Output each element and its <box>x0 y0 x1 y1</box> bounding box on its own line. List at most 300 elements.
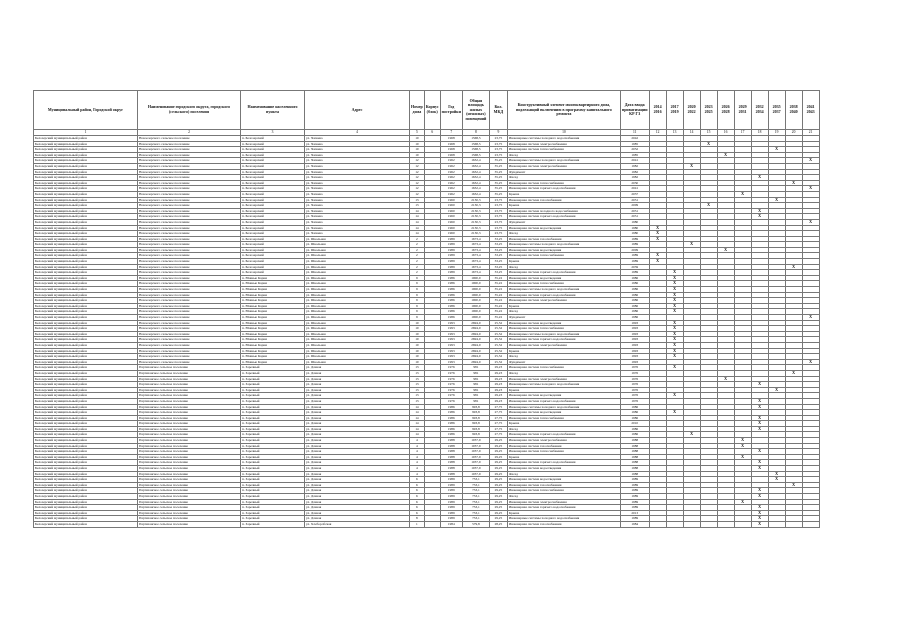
table-cell: 1632,4 <box>462 158 489 164</box>
table-cell: 2031 <box>620 197 649 203</box>
table-cell: 29,25 <box>489 449 507 455</box>
table-cell: п. Белозерский <box>241 186 305 192</box>
table-cell: Партизанское сельское поселение <box>138 471 241 477</box>
table-cell: п. Белозерский <box>241 136 305 142</box>
period-cell <box>700 521 717 527</box>
period-mark: X <box>802 219 819 225</box>
table-cell: 1900,0 <box>462 309 489 315</box>
table-cell: Крыша <box>507 421 620 427</box>
table-cell: Инженерная система электроснабжения <box>507 141 620 147</box>
table-cell: Новоозерского сельское поселение <box>138 264 241 270</box>
table-cell: Инженерные системы холодного водоснабжения <box>507 158 620 164</box>
table-cell: 1673,4 <box>462 247 489 253</box>
period-mark: X <box>768 477 785 483</box>
table-cell: 2694,0 <box>462 354 489 360</box>
table-cell: Инженерная система газоснабжения <box>507 443 620 449</box>
table-cell: Белозерский муниципальный район <box>34 197 138 203</box>
table-cell: 6 <box>410 499 425 505</box>
period-mark: X <box>649 231 666 237</box>
table-cell: 1980 <box>620 225 649 231</box>
table-cell: 1960 <box>440 203 462 209</box>
table-cell: ул. Школьная <box>305 337 410 343</box>
period-mark: X <box>649 236 666 242</box>
table-cell: 23,75 <box>489 197 507 203</box>
table-cell: 8 <box>410 516 425 522</box>
table-cell: Белозерский муниципальный район <box>34 505 138 511</box>
period-mark: X <box>751 449 768 455</box>
table-cell: ул. Дачная <box>305 398 410 404</box>
table-cell: 1976 <box>440 376 462 382</box>
table-cell: Новоозерского сельское поселение <box>138 309 241 315</box>
table-cell: Партизанское сельское поселение <box>138 443 241 449</box>
table-cell: 1986 <box>620 410 649 416</box>
table-cell: Белозерский муниципальный район <box>34 410 138 416</box>
table-cell: 1976 <box>620 393 649 399</box>
period-mark: X <box>666 270 683 276</box>
table-cell: Новоозерского сельское поселение <box>138 203 241 209</box>
table-cell: 1993 <box>620 348 649 354</box>
table-cell: п. Заречный <box>241 466 305 472</box>
table-cell: Инженерная система газоснабжения <box>507 521 620 527</box>
table-cell: 1986 <box>440 303 462 309</box>
table-cell: 1986 <box>440 292 462 298</box>
table-cell: 1976 <box>440 382 462 388</box>
table-cell: 1993 <box>440 326 462 332</box>
table-cell: 1984 <box>620 521 649 527</box>
table-cell: ул. Хлеборобская <box>305 521 410 527</box>
table-cell: Крыша <box>507 454 620 460</box>
table-cell: 35,22 <box>489 281 507 287</box>
table-cell: п. Заречный <box>241 499 305 505</box>
period-mark: X <box>768 147 785 153</box>
table-cell: Инженерная система горячего водоснабжения <box>507 337 620 343</box>
table-cell: 1980 <box>620 219 649 225</box>
column-header: 2020 2022 <box>683 91 700 130</box>
period-mark: X <box>734 438 751 444</box>
table-cell: 1962 <box>440 186 462 192</box>
table-cell: 1984 <box>440 521 462 527</box>
table-cell: Фасад <box>507 309 620 315</box>
table-cell: Инженерные системы холодного водоснабжения <box>507 404 620 410</box>
table-cell: 10 <box>410 141 425 147</box>
table-cell: 1673,4 <box>462 270 489 276</box>
table-cell: 1960 <box>440 231 462 237</box>
table-cell: 1989 <box>440 505 462 511</box>
table-cell: 1986 <box>620 281 649 287</box>
period-mark: X <box>785 370 802 376</box>
table-cell: 25,32 <box>489 342 507 348</box>
table-cell: Новоозерского сельское поселение <box>138 320 241 326</box>
table-cell: 35,25 <box>489 180 507 186</box>
table-cell: Новоозерского сельское поселение <box>138 337 241 343</box>
column-header: Номер дома <box>410 91 425 130</box>
table-cell: п. Белозерский <box>241 158 305 164</box>
table-cell: Инженерные системы холодного водоснабжения <box>507 516 620 522</box>
table-cell: 733,1 <box>462 494 489 500</box>
table-cell: 1900,0 <box>462 287 489 293</box>
table-cell: п. Заречный <box>241 521 305 527</box>
table-cell: Инженерная система водоотведения <box>507 275 620 281</box>
period-mark: X <box>802 158 819 164</box>
table-cell: п. Южные Корни <box>241 309 305 315</box>
table-cell: ул. Дачная <box>305 454 410 460</box>
table-cell: 29,25 <box>489 438 507 444</box>
period-mark: X <box>751 382 768 388</box>
column-number: 21 <box>802 130 819 136</box>
table-cell: ул. Школьная <box>305 298 410 304</box>
table-cell: Фасад <box>507 175 620 181</box>
period-mark: X <box>734 454 751 460</box>
table-cell: 12 <box>410 163 425 169</box>
table-cell: ул. Дачная <box>305 443 410 449</box>
table-cell: 29,25 <box>489 494 507 500</box>
table-cell: п. Южные Корни <box>241 359 305 365</box>
table-cell: 10 <box>410 152 425 158</box>
table-cell: ул. Дачная <box>305 482 410 488</box>
table-cell: 35,22 <box>489 287 507 293</box>
table-cell: 1980 <box>620 231 649 237</box>
table-cell: 1986 <box>620 309 649 315</box>
table-cell: 1673,4 <box>462 253 489 259</box>
table-cell: п. Заречный <box>241 516 305 522</box>
table-cell: Инженерная система горячего водоснабжения <box>507 214 620 220</box>
table-cell: 23,75 <box>489 136 507 142</box>
table-cell: ул. Дачная <box>305 404 410 410</box>
table-cell: 1962 <box>440 163 462 169</box>
table-cell: ул. Дачная <box>305 516 410 522</box>
column-header: Конструктивный элемент многоквартирного дома, подлежащий включению в программу капитального ремонта <box>507 91 620 130</box>
column-number: 14 <box>683 130 700 136</box>
table-cell: Белозерский муниципальный район <box>34 186 138 192</box>
table-cell: Фасад <box>507 152 620 158</box>
table-cell: Партизанское сельское поселение <box>138 376 241 382</box>
table-cell: Белозерский муниципальный район <box>34 342 138 348</box>
table-cell: 1986 <box>440 275 462 281</box>
table-cell: 12 <box>410 158 425 164</box>
table-cell: 1988 <box>620 438 649 444</box>
table-cell: ул. Школьная <box>305 270 410 276</box>
table-cell: 1986 <box>620 426 649 432</box>
table-cell: 1989 <box>440 477 462 483</box>
table-cell: Фасад <box>507 370 620 376</box>
table-cell: 13 <box>410 365 425 371</box>
table-cell: 1989 <box>620 516 649 522</box>
table-cell: 1632,4 <box>462 180 489 186</box>
table-cell: п. Заречный <box>241 505 305 511</box>
table-cell: 4 <box>410 449 425 455</box>
period-mark: X <box>666 303 683 309</box>
table-cell: Новоозерского сельское поселение <box>138 342 241 348</box>
table-cell: 1962 <box>440 180 462 186</box>
table-cell: 733,1 <box>462 488 489 494</box>
table-cell: Новоозерского сельское поселение <box>138 191 241 197</box>
table-cell: 9 <box>410 292 425 298</box>
table-cell: 1976 <box>620 365 649 371</box>
table-cell: п. Заречный <box>241 460 305 466</box>
table-cell: 2130,3 <box>462 203 489 209</box>
table-cell: Новоозерского сельское поселение <box>138 163 241 169</box>
column-number: 6 <box>424 130 440 136</box>
period-mark: X <box>666 309 683 315</box>
table-cell: 1976 <box>620 387 649 393</box>
table-cell: Новоозерского сельское поселение <box>138 259 241 265</box>
table-cell: Белозерский муниципальный район <box>34 370 138 376</box>
table-cell: 1988 <box>620 454 649 460</box>
table-cell: 1900,0 <box>462 303 489 309</box>
table-cell: Фундамент <box>507 169 620 175</box>
table-cell: Белозерский муниципальный район <box>34 259 138 265</box>
column-header: 2017 2019 <box>666 91 683 130</box>
table-cell: п. Заречный <box>241 398 305 404</box>
table-cell: 1988 <box>440 471 462 477</box>
table-cell: 2130,3 <box>462 225 489 231</box>
table-cell: Фасад <box>507 471 620 477</box>
table-cell: 25,32 <box>489 331 507 337</box>
table-cell: 2130,3 <box>462 197 489 203</box>
table-cell: ул. Дачная <box>305 499 410 505</box>
column-number: 16 <box>717 130 734 136</box>
period-mark: X <box>751 404 768 410</box>
table-cell: п. Белозерский <box>241 236 305 242</box>
table-cell: 1900,0 <box>462 315 489 321</box>
period-cell <box>649 521 666 527</box>
table-cell: 1632,4 <box>462 186 489 192</box>
table-cell: 1673,4 <box>462 264 489 270</box>
table-cell: 23,75 <box>489 219 507 225</box>
table-cell: 993,8 <box>462 421 489 427</box>
table-cell: 1982 <box>620 163 649 169</box>
table-cell: Новоозерского сельское поселение <box>138 247 241 253</box>
table-cell: 33,25 <box>489 236 507 242</box>
table-cell: п. Белозерский <box>241 242 305 248</box>
column-number: 3 <box>241 130 305 136</box>
period-mark: X <box>751 505 768 511</box>
table-cell: 2031 <box>620 208 649 214</box>
table-cell: 993,8 <box>462 404 489 410</box>
table-cell: 35,22 <box>489 315 507 321</box>
table-cell: Белозерский муниципальный район <box>34 270 138 276</box>
period-mark: X <box>785 482 802 488</box>
table-cell: Белозерский муниципальный район <box>34 136 138 142</box>
table-cell: Инженерная система электроснабжения <box>507 298 620 304</box>
table-cell: ул. Школьная <box>305 259 410 265</box>
period-mark: X <box>751 415 768 421</box>
table-cell: 1988 <box>620 471 649 477</box>
table-cell: п. Белозерский <box>241 163 305 169</box>
table-cell: Новоозерского сельское поселение <box>138 348 241 354</box>
table-cell: 29,25 <box>489 466 507 472</box>
table-cell: Партизанское сельское поселение <box>138 505 241 511</box>
table-cell: 25,32 <box>489 354 507 360</box>
table-cell: ул. Школьная <box>305 247 410 253</box>
period-mark: X <box>666 342 683 348</box>
table-cell: 993,8 <box>462 426 489 432</box>
table-cell: 10 <box>410 359 425 365</box>
table-cell: 1988 <box>440 466 462 472</box>
table-cell: 1976 <box>440 370 462 376</box>
table-cell: п. Белозерский <box>241 247 305 253</box>
table-cell: 29,25 <box>489 443 507 449</box>
table-cell: Белозерский муниципальный район <box>34 337 138 343</box>
table-cell: Белозерский муниципальный район <box>34 331 138 337</box>
column-header: Корпус (блок) <box>424 91 440 130</box>
table-cell: Белозерский муниципальный район <box>34 494 138 500</box>
table-cell: п. Южные Корни <box>241 281 305 287</box>
table-cell: 1986 <box>440 410 462 416</box>
table-cell: Партизанское сельское поселение <box>138 421 241 427</box>
period-mark: X <box>649 225 666 231</box>
table-cell: 9 <box>410 281 425 287</box>
table-cell: 1037,9 <box>462 460 489 466</box>
table-cell: 35,22 <box>489 275 507 281</box>
table-cell: Инженерная система водоотведения <box>507 225 620 231</box>
table-cell: 1986 <box>440 315 462 321</box>
table-cell: Фундамент <box>507 219 620 225</box>
period-mark: X <box>717 376 734 382</box>
table-cell: ул. Чапаева <box>305 219 410 225</box>
table-cell: 1037,9 <box>462 438 489 444</box>
table-cell: 733,1 <box>462 510 489 516</box>
table-cell: 12 <box>410 186 425 192</box>
table-cell: Новоозерского сельское поселение <box>138 281 241 287</box>
table-cell: Крыша <box>507 510 620 516</box>
table-cell: 6 <box>410 477 425 483</box>
table-cell: п. Заречный <box>241 443 305 449</box>
table-cell: 12 <box>410 169 425 175</box>
table-cell: Инженерная система теплоснабжения <box>507 253 620 259</box>
table-cell: 1986 <box>620 298 649 304</box>
table-cell: Белозерский муниципальный район <box>34 398 138 404</box>
table-cell: ул. Чапаева <box>305 225 410 231</box>
table-cell: 4 <box>410 460 425 466</box>
table-cell: Инженерная система электроснабжения <box>507 499 620 505</box>
table-cell: Белозерский муниципальный район <box>34 454 138 460</box>
table-cell: 1037,9 <box>462 466 489 472</box>
table-cell: 33,25 <box>489 270 507 276</box>
table-cell: 23,75 <box>489 152 507 158</box>
table-cell: 993,8 <box>462 432 489 438</box>
table-cell: п. Белозерский <box>241 152 305 158</box>
table-cell: Партизанское сельское поселение <box>138 521 241 527</box>
table-cell: 9 <box>410 315 425 321</box>
table-cell: Инженерная система водоотведения <box>507 466 620 472</box>
table-cell: п. Заречный <box>241 365 305 371</box>
table-cell: 29,23 <box>489 387 507 393</box>
table-cell: Белозерский муниципальный район <box>34 141 138 147</box>
table-cell: 1993 <box>440 320 462 326</box>
table-cell: Инженерная система горячего водоснабжения <box>507 292 620 298</box>
table-cell: Фундамент <box>507 315 620 321</box>
table-cell: п. Заречный <box>241 482 305 488</box>
table-cell: 2009 <box>620 203 649 209</box>
column-number: 4 <box>305 130 410 136</box>
table-cell: 25,32 <box>489 359 507 365</box>
period-mark: X <box>666 292 683 298</box>
table-cell: Партизанское сельское поселение <box>138 382 241 388</box>
table-cell: 10 <box>410 331 425 337</box>
table-cell: Инженерная система газоснабжения <box>507 482 620 488</box>
table-cell: 2010 <box>620 421 649 427</box>
table-cell: 1976 <box>440 398 462 404</box>
table-cell: Партизанское сельское поселение <box>138 460 241 466</box>
table-cell: 1568,5 <box>462 147 489 153</box>
table-cell: 10 <box>410 337 425 343</box>
table-cell: Инженерная система горячего водоснабжения <box>507 398 620 404</box>
table-cell: Белозерский муниципальный район <box>34 208 138 214</box>
table-cell: 14 <box>410 426 425 432</box>
table-cell: 1989 <box>440 236 462 242</box>
table-cell: Белозерский муниципальный район <box>34 354 138 360</box>
table-cell: Белозерский муниципальный район <box>34 466 138 472</box>
table-cell: Белозерский муниципальный район <box>34 281 138 287</box>
table-cell: Белозерский муниципальный район <box>34 471 138 477</box>
table-cell: 1993 <box>440 359 462 365</box>
table-cell: 2130,3 <box>462 214 489 220</box>
table-cell: Белозерский муниципальный район <box>34 415 138 421</box>
table-cell: 9 <box>410 303 425 309</box>
table-cell: п. Белозерский <box>241 141 305 147</box>
table-cell: ул. Чапаева <box>305 203 410 209</box>
table-cell: 10 <box>410 320 425 326</box>
table-cell: п. Южные Корни <box>241 320 305 326</box>
table-cell: Инженерная система теплоснабжения <box>507 415 620 421</box>
table-cell: Фасад <box>507 354 620 360</box>
table-cell: 1986 <box>440 287 462 293</box>
table-cell: Белозерский муниципальный район <box>34 231 138 237</box>
period-mark: X <box>751 214 768 220</box>
table-cell: 1989 <box>440 253 462 259</box>
table-cell: 29,23 <box>489 393 507 399</box>
column-header: 2032 2034 <box>751 91 768 130</box>
table-cell: Новоозерского сельское поселение <box>138 158 241 164</box>
table-cell: Белозерский муниципальный район <box>34 488 138 494</box>
table-cell: ул. Дачная <box>305 449 410 455</box>
table-cell: 9 <box>410 298 425 304</box>
table-cell: 1968 <box>440 152 462 158</box>
column-number: 20 <box>785 130 802 136</box>
period-mark: X <box>666 281 683 287</box>
table-cell: 13 <box>410 376 425 382</box>
table-cell: 1988 <box>620 460 649 466</box>
table-cell: 25,32 <box>489 348 507 354</box>
table-cell: 1988 <box>620 466 649 472</box>
table-cell: 14 <box>410 404 425 410</box>
table-cell: 29,25 <box>489 460 507 466</box>
column-number: 15 <box>700 130 717 136</box>
table-cell: 29,25 <box>489 510 507 516</box>
table-cell: Новоозерского сельское поселение <box>138 287 241 293</box>
table-cell: Белозерский муниципальный район <box>34 516 138 522</box>
table-cell: 6 <box>410 482 425 488</box>
table-cell: Белозерский муниципальный район <box>34 309 138 315</box>
column-header: Муниципальный район, Городской округ <box>34 91 138 130</box>
table-cell: 1988 <box>440 454 462 460</box>
table-cell: п. Заречный <box>241 449 305 455</box>
table-cell: 13 <box>410 382 425 388</box>
table-cell: 29,23 <box>489 382 507 388</box>
table-cell: ул. Школьная <box>305 275 410 281</box>
table-cell: Белозерский муниципальный район <box>34 426 138 432</box>
table-cell: 9 <box>410 287 425 293</box>
table-cell: Партизанское сельское поселение <box>138 499 241 505</box>
table-cell: Партизанское сельское поселение <box>138 510 241 516</box>
table-cell: 33,25 <box>489 264 507 270</box>
table-cell: Инженерная система теплоснабжения <box>507 147 620 153</box>
table-cell: Белозерский муниципальный район <box>34 376 138 382</box>
table-cell: 13 <box>410 197 425 203</box>
table-cell: Инженерная система теплоснабжения <box>507 449 620 455</box>
table-cell: Инженерная система холодного водоснабжения <box>507 208 620 214</box>
